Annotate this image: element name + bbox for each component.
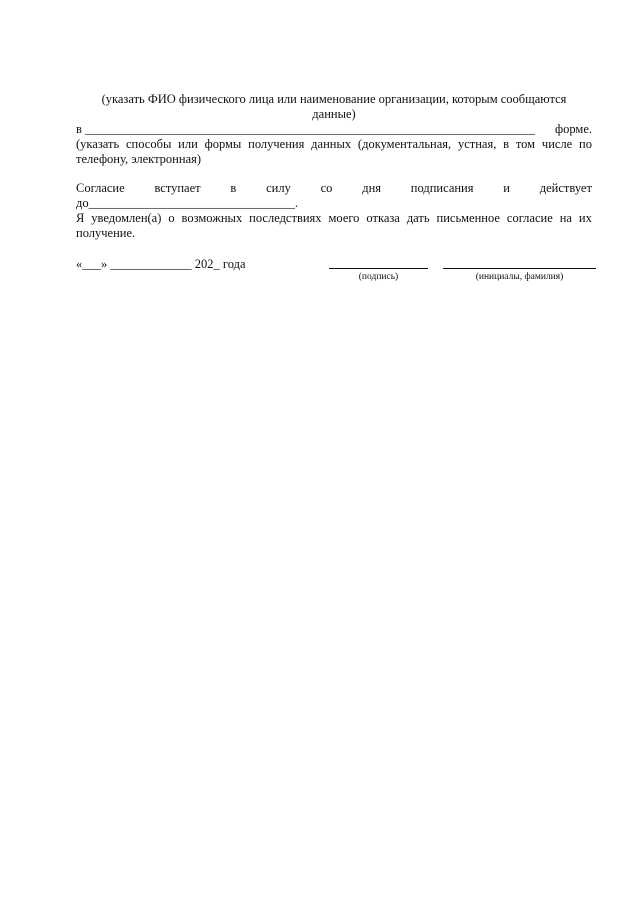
methods-hint-line2: телефону, электронная) (76, 152, 202, 166)
notice-word: возможных (181, 211, 243, 225)
validity-word: в (230, 181, 237, 195)
form-line-blank[interactable]: в ________________________________________________________________________ (76, 122, 536, 136)
methods-hint-word: по (579, 137, 592, 151)
validity-word: Согласие (76, 181, 125, 195)
validity-word: дня (362, 181, 382, 195)
validity-word: со (320, 181, 333, 195)
methods-hint-line1 (76, 137, 592, 152)
signature-caption: (подпись) (358, 272, 399, 282)
notice-word: согласие (506, 211, 553, 225)
name-caption: (инициалы, фамилия) (475, 272, 564, 282)
notice-word: о (168, 211, 175, 225)
notice-line1 (76, 211, 592, 226)
methods-hint-word: (документальная, (357, 137, 452, 151)
form-line (76, 122, 592, 137)
methods-hint-word: (указать (76, 137, 120, 151)
methods-hint-word: устная, (457, 137, 497, 151)
validity-word: действует (539, 181, 592, 195)
notice-word: на (559, 211, 572, 225)
notice-word: отказа (366, 211, 400, 225)
notice-word: письменное (436, 211, 500, 225)
name-rule[interactable] (443, 268, 596, 269)
form-line-suffix: форме. (555, 122, 592, 136)
methods-hint-word: получения (248, 137, 305, 151)
validity-word: силу (266, 181, 291, 195)
validity-word: подписания (410, 181, 474, 195)
recipient-hint-line1: (указать ФИО физического лица или наименование организации, которым сообщаются (101, 92, 567, 106)
methods-hint-word: формы (204, 137, 242, 151)
signature-rule[interactable] (329, 268, 428, 269)
validity-line2[interactable]: до_________________________________. (76, 196, 298, 210)
notice-word: Я (76, 211, 85, 225)
date-line[interactable]: «___» _____________ 202_ года (76, 257, 246, 271)
notice-word: уведомлен(а) (91, 211, 162, 225)
notice-word: их (578, 211, 592, 225)
methods-hint-word: способы (125, 137, 172, 151)
methods-hint-word: том (515, 137, 536, 151)
methods-hint-word: или (178, 137, 198, 151)
methods-hint-word: данных (311, 137, 352, 151)
notice-word: последствиях (249, 211, 322, 225)
methods-hint-word: числе (541, 137, 573, 151)
validity-word: и (503, 181, 510, 195)
notice-word: моего (328, 211, 360, 225)
validity-line1 (76, 181, 592, 196)
recipient-hint-line2: данные) (312, 107, 356, 121)
notice-line2: получение. (76, 226, 136, 240)
methods-hint-word: в (503, 137, 510, 151)
notice-word: дать (406, 211, 430, 225)
validity-word: вступает (154, 181, 201, 195)
